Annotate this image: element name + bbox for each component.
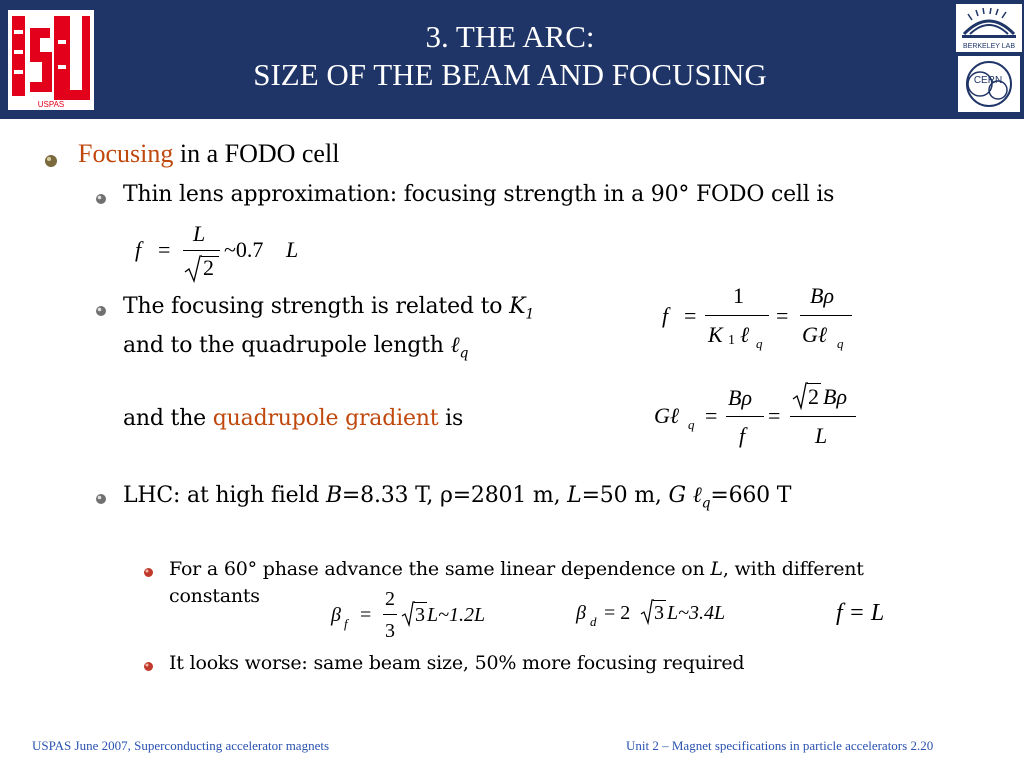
bullet-60-phase-line1	[169, 558, 864, 580]
eq2-equals2: =	[776, 303, 789, 328]
eq5-root: 3	[654, 602, 664, 624]
b3-l-sub: q	[459, 345, 469, 362]
eq3-num2-root: 2	[808, 384, 819, 409]
eq3-fraction-bar2	[790, 416, 856, 417]
eq3-lhs-sub: q	[688, 417, 695, 432]
eq1-sqrt-sign	[184, 255, 202, 283]
eq5-rest1: = 2	[604, 602, 631, 624]
eq5-sqrt-sign	[640, 599, 654, 625]
quadrupole-gradient-term: quadrupole gradient	[212, 406, 439, 431]
eq3-sqrt-sign	[792, 382, 808, 410]
eq2-den2-sub: q	[837, 336, 844, 351]
slide-title	[150, 18, 870, 94]
eq2-den1-ksub: 1	[728, 333, 735, 348]
eq5-sqrt-bar	[653, 600, 666, 601]
b3-k-sub: 1	[525, 306, 535, 323]
header-bar	[0, 0, 1024, 119]
b5-G: G ℓ	[668, 483, 702, 508]
footer-right: Unit 2 – Magnet specifications in particle accelerators 2.20	[626, 738, 934, 753]
b5-pre: LHC: at high field	[123, 483, 326, 508]
eq1-denominator: 2	[203, 255, 214, 280]
eq3-equals2: =	[768, 403, 781, 428]
eq2-fraction-bar2	[800, 315, 852, 316]
b5-mid1: =8.33 T, ρ=2801 m,	[341, 483, 568, 508]
equation-f-equals-L: f = L	[836, 600, 885, 626]
eq4-rest: L~1.2L	[427, 604, 486, 626]
eq1-fraction-bar	[183, 250, 220, 251]
eq5-rest2: L~3.4L	[667, 602, 726, 624]
b3-l: ℓ	[450, 333, 460, 358]
b3-line1-text: The focusing strength is related to	[123, 294, 510, 319]
eq5-sub: d	[590, 614, 597, 629]
eq1-f: f	[135, 237, 142, 262]
b5-q: q	[701, 495, 711, 512]
berkeley-lab-logo	[956, 4, 1022, 52]
bullet-l2	[95, 305, 107, 317]
eq4-sub: f	[344, 616, 348, 631]
eq4-den: 3	[385, 620, 395, 642]
eq1-equals: =	[158, 237, 171, 262]
eq1-rhs-L: L	[286, 237, 299, 262]
b3-line2-text: and to the quadrupole length	[123, 333, 451, 358]
eq2-den2-g: Gℓ	[802, 322, 828, 347]
cern-logo-text: CERN	[973, 75, 1003, 86]
eq4-sqrt-sign	[401, 601, 415, 627]
bullet-60-phase-line2: constants	[169, 585, 260, 607]
berkeley-lab-text: BERKELEY LAB	[962, 43, 1016, 50]
eq4-beta: β	[331, 604, 341, 626]
bullet-k1-line2	[123, 332, 468, 361]
b5-mid2: =50 m,	[581, 483, 669, 508]
cern-logo	[958, 56, 1020, 112]
bullet-l2	[95, 493, 107, 505]
eq4-sqrt-bar	[414, 602, 427, 603]
bullet-quadrupole-gradient	[123, 406, 463, 431]
bullet-focusing-rest: in a FODO cell	[173, 139, 340, 168]
eq2-fraction-bar1	[705, 315, 769, 316]
eq4-root: 3	[415, 604, 425, 626]
b4-pre: and the	[123, 406, 213, 431]
footer-left: USPAS June 2007, Superconducting accelerator magnets	[32, 738, 330, 753]
eq3-den2: L	[815, 423, 828, 448]
uspas-logo	[8, 10, 94, 110]
bullet-focusing	[78, 139, 339, 169]
b4-post: is	[438, 406, 464, 431]
bullet-l3	[143, 567, 154, 578]
eq2-num2: Bρ	[810, 283, 834, 308]
focusing-term: Focusing	[78, 139, 174, 168]
eq3-num2-rest: Bρ	[823, 384, 847, 409]
eq3-lhs: Gℓ	[654, 403, 680, 428]
eq3-num1: Bρ	[728, 385, 752, 410]
eq1-rhs: ~0.7	[224, 237, 264, 262]
bullet-lhc	[123, 482, 791, 511]
eq3-fraction-bar1	[726, 416, 764, 417]
eq4-fraction-bar	[383, 614, 397, 615]
b3-k: K	[509, 294, 526, 319]
b5-L: L	[567, 483, 582, 508]
eq1-numerator: L	[193, 221, 206, 246]
b6-L: L	[710, 558, 723, 580]
bullet-l2	[95, 193, 107, 205]
eq5-beta: β	[576, 602, 586, 624]
bullet-l1	[44, 154, 58, 168]
bullet-k1-line1	[123, 294, 534, 322]
eq2-num1: 1	[733, 283, 744, 308]
bullet-l3	[143, 661, 154, 672]
eq2-den1-k: K	[708, 322, 723, 347]
b5-post: =660 T	[710, 483, 792, 508]
eq3-equals1: =	[705, 403, 718, 428]
slide-title-line2: SIZE OF THE BEAM AND FOCUSING	[253, 57, 767, 92]
bullet-thin-lens: Thin lens approximation: focusing strength in a 90° FODO cell is	[123, 182, 835, 207]
eq2-den1-lsub: q	[756, 336, 763, 351]
eq4-num: 2	[385, 588, 395, 610]
eq3-den1: f	[739, 423, 746, 448]
slide-title-line1: 3. THE ARC:	[425, 19, 595, 54]
b6-pre: For a 60° phase advance the same linear dependence on	[169, 558, 711, 580]
eq2-den1-l: ℓ	[740, 322, 750, 347]
uspas-logo-text: USPAS	[37, 100, 65, 109]
eq2-f: f	[662, 303, 669, 328]
bullet-looks-worse: It looks worse: same beam size, 50% more focusing required	[169, 652, 745, 674]
b5-B: B	[325, 483, 342, 508]
eq4-equals: =	[360, 604, 372, 626]
b6-post: , with different	[722, 558, 864, 580]
eq2-equals1: =	[684, 303, 697, 328]
